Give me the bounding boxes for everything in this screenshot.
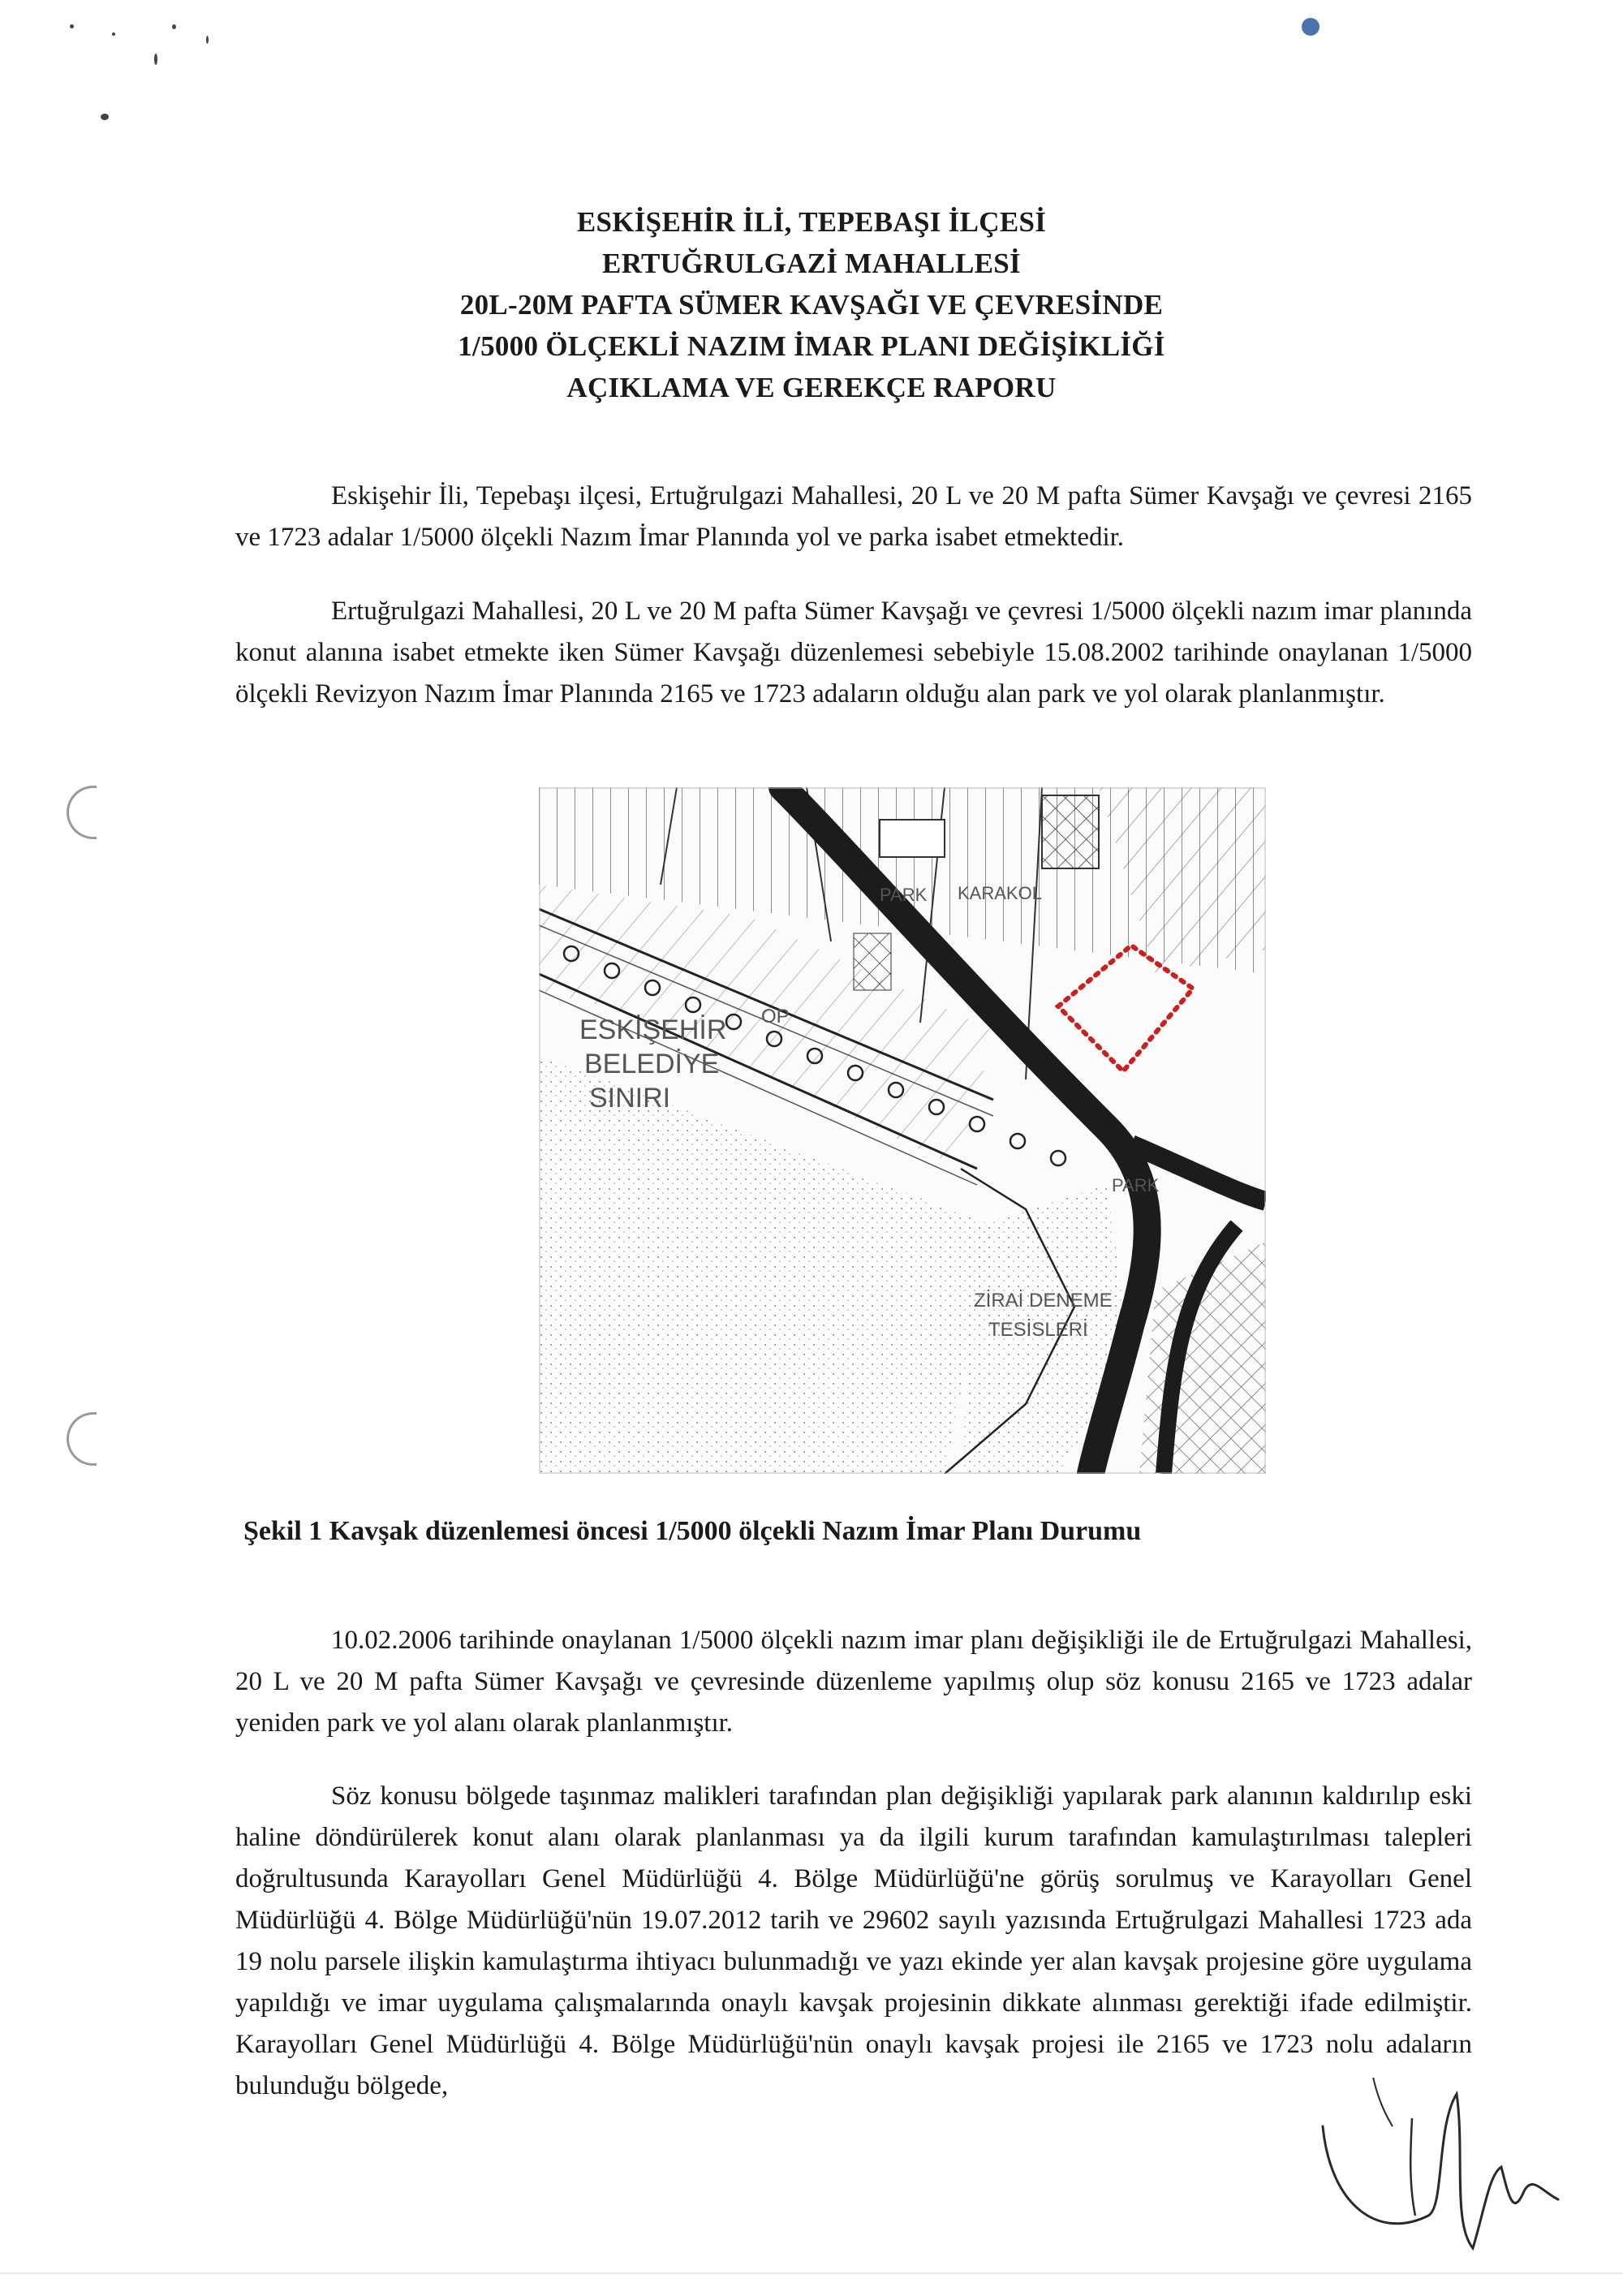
report-title xyxy=(0,201,1623,408)
map-label-op: OP xyxy=(761,1006,790,1027)
map-label-karakol: KARAKOL xyxy=(958,883,1042,903)
paragraph: 10.02.2006 tarihinde onaylanan 1/5000 ölçekli nazım imar planı değişikliği ile de Ertuğrulgazi Mahallesi, 20 L ve 20 M pafta Sümer Kavşağı ve çevresinde düzenleme yapılmış olup söz konusu 2165 ve 1723 adalar yeniden park ve yol alanı olarak planlanmıştır. xyxy=(235,1626,1472,1738)
title-line: ERTUĞRULGAZİ MAHALLESİ xyxy=(602,248,1021,279)
scan-speck xyxy=(206,36,209,44)
scan-speck xyxy=(172,24,176,29)
map-label-zirai: TESİSLERİ xyxy=(988,1319,1088,1341)
scan-speck xyxy=(112,32,115,36)
scan-speck xyxy=(101,114,109,120)
punch-hole-mark xyxy=(67,1412,97,1466)
map-label-zirai: ZİRAİ DENEME xyxy=(974,1290,1113,1312)
title-line: 1/5000 ÖLÇEKLİ NAZIM İMAR PLANI DEĞİŞİKLİĞİ xyxy=(458,330,1165,362)
map-label-belediye: SINIRI xyxy=(589,1083,671,1114)
paragraph: Söz konusu bölgede taşınmaz malikleri tarafından plan değişikliği yapılarak park alanının kaldırılıp eski haline döndürülerek konut alanı olarak planlanması ya da ilgili kurum tarafından kamulaştırılması talepleri doğrultusunda Karayolları Genel Müdürlüğü 4. Bölge Müdürlüğü'ne görüş sorulmuş ve Karayolları Genel Müdürlüğü 4. Bölge Müdürlüğü'nün 19.07.2012 tarih ve 29602 sayılı yazısında Ertuğrulgazi Mahallesi 1723 ada 19 nolu parsele ilişkin kamulaştırma ihtiyacı bulunmadığı ve yazı ekinde yer alan kavşak projesine göre uygulama yapıldığı ve imar uygulama çalışmalarında onaylı kavşak projesinin dikkate alınması gerektiği ifade edilmiştir. Karayolları Genel Müdürlüğü 4. Bölge Müdürlüğü'nün onaylı kavşak projesi ile 2165 ve 1723 nolu adaların bulunduğu bölgede, xyxy=(235,1781,1472,2100)
plan-map-figure xyxy=(539,787,1266,1474)
punch-hole-mark xyxy=(67,786,97,839)
scan-speck xyxy=(70,24,74,28)
paragraph: Ertuğrulgazi Mahallesi, 20 L ve 20 M pafta Sümer Kavşağı ve çevresi 1/5000 ölçekli nazım imar planında konut alanına isabet etmekte iken Sümer Kavşağı düzenlemesi sebebiyle 15.08.2002 tarihinde onaylanan 1/5000 ölçekli Revizyon Nazım İmar Planında 2165 ve 1723 adaların olduğu alan park ve yol olarak planlanmıştır. xyxy=(235,597,1472,709)
paragraph: Eskişehir İli, Tepebaşı ilçesi, Ertuğrulgazi Mahallesi, 20 L ve 20 M pafta Sümer Kavşağı ve çevresi 2165 ve 1723 adalar 1/5000 ölçekli Nazım İmar Planında yol ve parka isabet etmektedir. xyxy=(235,481,1472,552)
title-line: AÇIKLAMA VE GEREKÇE RAPORU xyxy=(566,372,1057,403)
title-line: 20L-20M PAFTA SÜMER KAVŞAĞI VE ÇEVRESİNDE xyxy=(459,289,1164,321)
title-line: ESKİŞEHİR İLİ, TEPEBAŞI İLÇESİ xyxy=(576,206,1047,238)
scan-edge xyxy=(0,2272,1623,2274)
handwritten-signature xyxy=(1315,2078,1574,2264)
map-label-park-top: PARK xyxy=(880,885,928,905)
map-label-belediye: BELEDİYE xyxy=(584,1049,720,1079)
figure-caption: Şekil 1 Kavşak düzenlemesi öncesi 1/5000 ölçekli Nazım İmar Planı Durumu xyxy=(243,1516,1142,1546)
scan-speck xyxy=(154,54,157,65)
page-number-mark xyxy=(1302,18,1319,36)
plan-map-drawing xyxy=(539,787,1266,1474)
map-label-belediye: ESKİŞEHİR xyxy=(579,1014,727,1045)
map-label-park-bottom: PARK xyxy=(1112,1175,1160,1195)
